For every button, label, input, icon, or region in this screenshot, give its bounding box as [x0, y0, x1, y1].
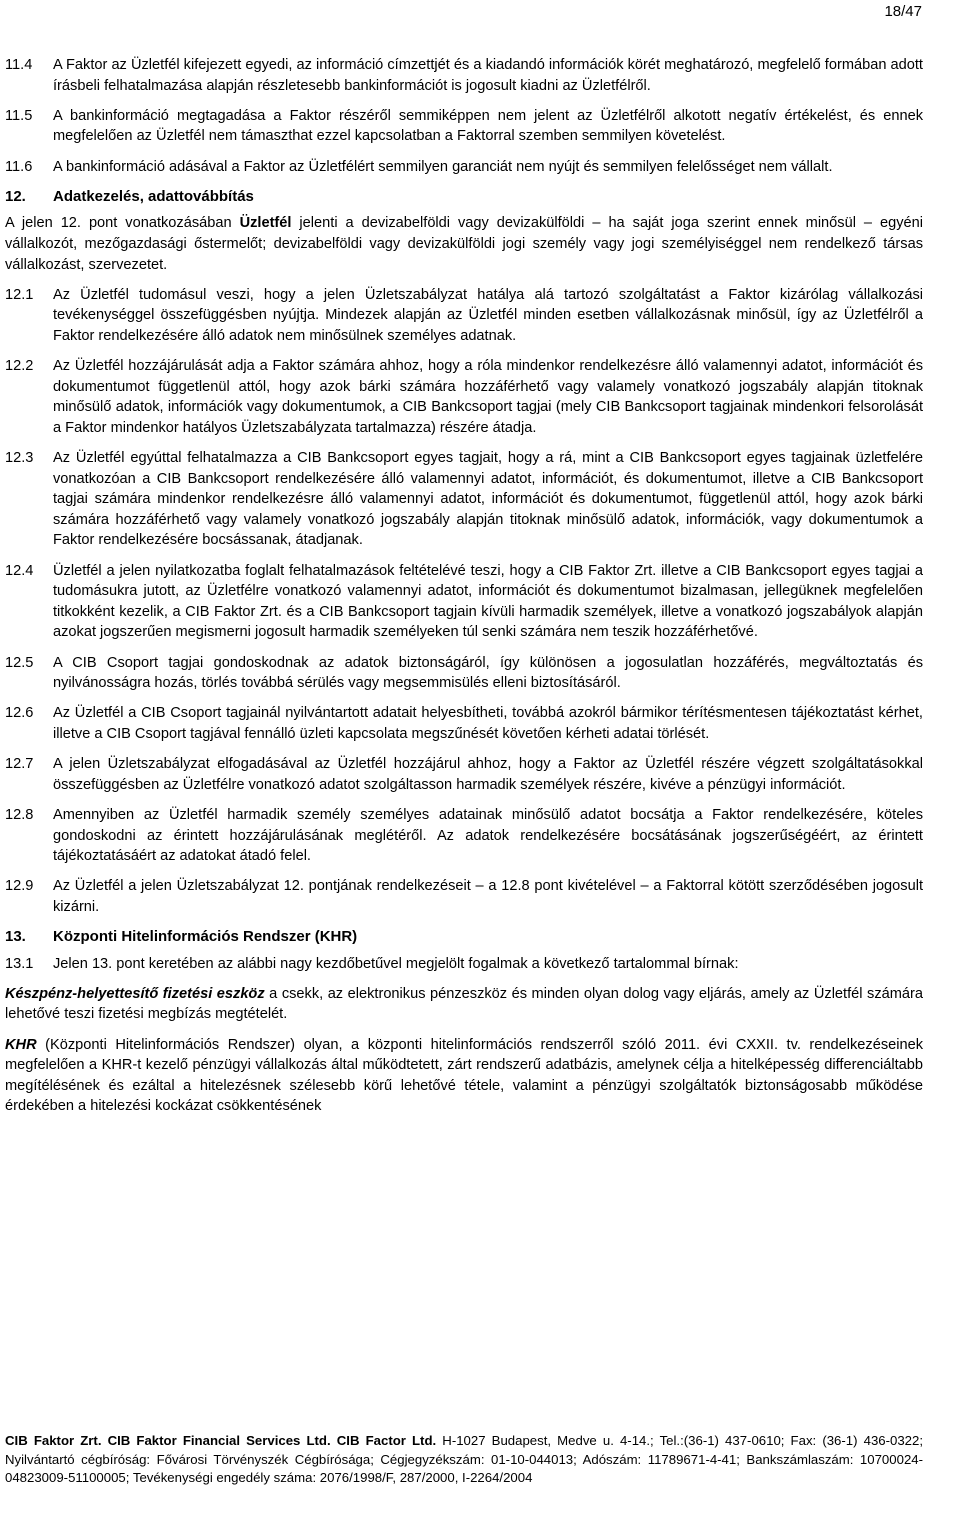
- definition-term: Készpénz-helyettesítő fizetési eszköz: [5, 985, 265, 1002]
- footer-details: H-1027 Budapest, Medve u. 4-14.; Tel.:(36-1) 437-0610; Fax: (36-1) 436-0322; Nyilvántartó cégbíróság: Fővárosi Törvényszék Cégbírósága; Cégjegyzékszám: 01-10-044013; Adószám: 11789671-4-41; Bankszámlaszám: 10700024-04823009-51100005; Tevékenységi engedély száma: 2076/1998/F, 287/2000, I-2264/2004: [5, 1433, 924, 1486]
- item-number: 11.4: [5, 57, 33, 73]
- section-title: Központi Hitelinformációs Rendszer (KHR): [53, 928, 358, 946]
- section-number: 13.: [5, 928, 26, 946]
- list-item: [5, 653, 923, 694]
- item-text: Jelen 13. pont keretében az alábbi nagy kezdőbetűvel megjelölt fogalmak a következő tartalommal bírnak:: [53, 955, 739, 972]
- item-text: Üzletfél a jelen nyilatkozatba foglalt felhatalmazások feltételévé teszi, hogy a CIB Faktor Zrt. illetve a CIB Bankcsoport egyes tagjai a tudomásukra jutott, az Üzletfélre vonatkozó valamennyi adatot, információt és dokumentumot bizalmasan, jellegüknek megfelelően titkokként kezelik, a CIB Faktor Zrt. és a CIB Bankcsoport tagjain kívüli harmadik személyek, illetve a vonatkozó jogszabályok alapján azokat jogszerűen megismerni jogosult harmadik személyeken túl senki számára nem teszik hozzáférhetővé.: [53, 562, 923, 641]
- item-text: Az Üzletfél tudomásul veszi, hogy a jelen Üzletszabályzat hatálya alá tartozó szolgáltatást a Faktor kizárólag vállalkozási tevékenységgel összefüggésben nyújtja. Mindezek alapján az Üzletfél minden esetben vállalkozásnak minősül, így az Üzletfélről a Faktor rendelkezésére álló adatok nem minősülnek személyes adatnak.: [53, 286, 923, 344]
- section-11-items: [5, 55, 923, 177]
- item-number: 12.8: [5, 806, 34, 823]
- item-number: 12.3: [5, 450, 34, 467]
- document-body: [5, 55, 923, 1127]
- list-item: [5, 805, 923, 867]
- list-item: [5, 754, 923, 795]
- item-number: 11.5: [5, 107, 33, 124]
- item-number: 12.5: [5, 654, 34, 671]
- item-text: A CIB Csoport tagjai gondoskodnak az adatok biztonságáról, így különösen a jogosulatlan hozzáférés, megváltoztatás és nyilvánosságra hozás, törlés továbbá sérülés vagy megsemmisülés elleni biztosításáról.: [53, 654, 923, 692]
- item-number: 12.9: [5, 878, 34, 895]
- list-item: [5, 561, 923, 643]
- item-text: A bankinformáció megtagadása a Faktor részéről semmiképpen nem jelent az Üzletfélről alkotott negatív értékelést, és ennek megfelelően az Üzletfél nem támaszthat ezzel kapcsolatban a Faktorral szemben semmilyen követelést.: [53, 107, 923, 145]
- item-text: Az Üzletfél a jelen Üzletszabályzat 12. pontjának rendelkezéseit – a 12.8 pont kivételével – a Faktorral kötött szerződésében jogosult kizárni.: [53, 878, 923, 915]
- item-number: 13.1: [5, 955, 34, 972]
- item-number: 11.6: [5, 158, 33, 175]
- list-item: [5, 703, 923, 744]
- intro-text-rest: jelenti a devizabelföldi vagy devizakülföldi – ha saját joga szerint ennek minősül – egyéni vállalkozót, mezőgazdasági őstermelőt; devizabelföldi vagy devizakülföldi jogi személy vagy jogi személyiséggel nem rendelkező társas vállalkozást, szervezetet.: [5, 215, 923, 273]
- item-number: 12.6: [5, 705, 34, 722]
- footer-company: CIB Faktor Zrt. CIB Faktor Financial Services Ltd. CIB Factor Ltd.: [5, 1433, 437, 1448]
- item-text: Amennyiben az Üzletfél harmadik személy személyes adatainak minősülő adatot bocsátja a Faktor rendelkezésére, köteles gondoskodni az érintett hozzájárulásának meglétéről. Az adatok rendelkezésére bocsátásának jogszerűségéért, az érintett tájékoztatásáért az adatokat átadó felel.: [53, 806, 923, 865]
- intro-term: Üzletfél: [239, 215, 292, 232]
- definition-term: KHR: [5, 1036, 37, 1053]
- item-text: Az Üzletfél a CIB Csoport tagjainál nyilvántartott adatait helyesbítheti, továbbá azokról bármikor térítésmentesen tájékoztatást kérhet, illetve a CIB Csoport tagjával fennálló üzleti kapcsolata megszűnését követően kérheti adatai törlését.: [53, 705, 923, 742]
- item-text: Az Üzletfél egyúttal felhatalmazza a CIB Bankcsoport egyes tagjait, hogy a rá, mint a CIB Bankcsoport egyes tagjainak üzletfelére vonatkozóan a CIB Bankcsoport rendelkezésére álló valamennyi adatot, információt, és dokumentumot, illetve a CIB Bankcsoport tagjai számára mindenkor rendelkezésre álló valamennyi adatot, információt és dokumentumot, függetlenül attól, hogy azok bárki számára hozzáférhető vagy valamely vonatkozó jogszabály alapján titoknak minősülő adatok, információk, vagy dokumentumok a Faktor rendelkezésére bocsássanak, átadjanak.: [53, 450, 923, 549]
- definition-text: (Központi Hitelinformációs Rendszer) olyan, a központi hitelinformációs rendszerről szóló 2011. évi CXXII. tv. rendelkezéseinek megfelelően a KHR-t kezelő pénzügyi vállalkozás által működtetett, zárt rendszerű adatbázis, amelynek célja a hitelképesség differenciáltabb megítélésének és ezáltal a hitelezésnek szélesebb körű lehetővé tétele, valamint a pénzügyi szolgáltatók biztonságosabb működése érdekében a hitelezési kockázat csökkentésének: [5, 1036, 923, 1115]
- list-item: [5, 876, 923, 917]
- intro-text: A jelen 12. pont vonatkozásában: [5, 215, 240, 232]
- list-item: [5, 448, 923, 551]
- item-number: 12.1: [5, 286, 34, 303]
- list-item: [5, 106, 923, 147]
- list-item: [5, 55, 923, 96]
- section-12-intro: [5, 213, 923, 275]
- section-12-items: [5, 285, 923, 918]
- page-number: 18/47: [884, 3, 922, 20]
- definition-cash-substitute: [5, 984, 923, 1025]
- section-number: 12.: [5, 187, 26, 205]
- section-13-heading: [5, 927, 923, 948]
- list-item: [5, 285, 923, 347]
- definition-khr: [5, 1035, 923, 1117]
- item-text: A jelen Üzletszabályzat elfogadásával az Üzletfél hozzájárul ahhoz, hogy a Faktor az Üzletfél részére végzett szolgáltatásokkal összefüggésben az Üzletfélre vonatkozó adatot szolgáltasson harmadik személyek részére, kivéve a pénzügyi információt.: [53, 756, 923, 793]
- list-item: [5, 954, 923, 975]
- item-text: Az Üzletfél hozzájárulását adja a Faktor számára ahhoz, hogy a róla mindenkor rendelkezésre álló valamennyi adatot, információt és dokumentumot függetlenül attól, hogy azok bárki számára hozzáférhető vagy valamely vonatkozó jogszabály alapján titoknak minősülő adatok, információk vagy dokumentumok, a CIB Bankcsoport tagjai (mely CIB Bankcsoport tagjainak mindenkori felsorolását a Faktor mindenkor hatályos Üzletszabályzata tartalmazza) részére átadja.: [53, 358, 923, 436]
- section-12-heading: [5, 187, 923, 208]
- item-text: A Faktor az Üzletfél kifejezett egyedi, az információ címzettjét és a kiadandó információk körét meghatározó, megfelelő formában adott írásbeli felhatalmazása alapján részletesebb bankinformációt is jogosult kiadni az Üzletfélről.: [53, 57, 923, 94]
- section-title: Adatkezelés, adattovábbítás: [53, 187, 254, 205]
- item-number: 12.2: [5, 358, 34, 375]
- list-item: [5, 356, 923, 438]
- definition-text: a csekk, az elektronikus pénzeszköz és minden olyan dolog vagy eljárás, amely az Üzletfél számára lehetővé teszi fizetési megbízás megtételét.: [5, 985, 923, 1023]
- item-number: 12.4: [5, 562, 34, 579]
- item-text: A bankinformáció adásával a Faktor az Üzletfélért semmilyen garanciát nem nyújt és semmilyen felelősséget nem vállalt.: [53, 158, 833, 175]
- list-item: [5, 157, 923, 178]
- item-number: 12.7: [5, 756, 34, 773]
- page-footer: [5, 1432, 923, 1488]
